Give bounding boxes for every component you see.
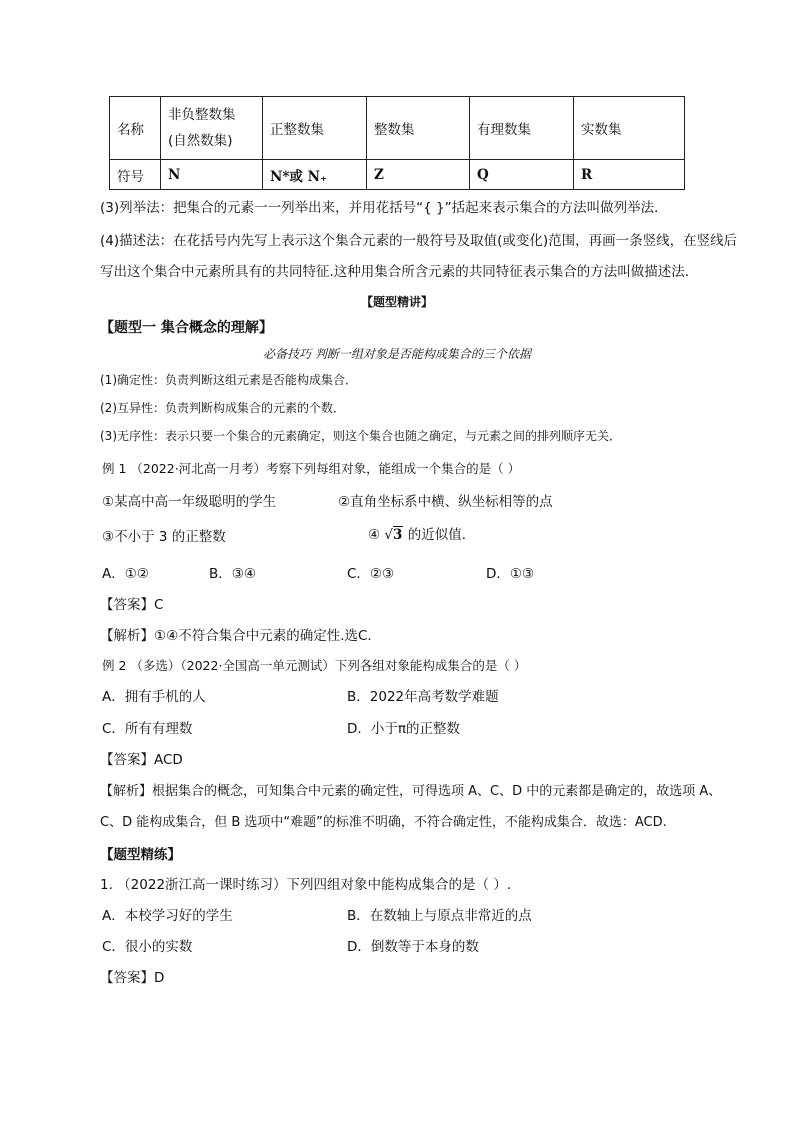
table-cell: N [161, 160, 263, 190]
answer: 【答案】C [100, 597, 164, 613]
skill-item: (2)互异性：负责判断构成集合的元素的个数． [100, 401, 345, 415]
example1-item: ②直角坐标系中横、纵坐标相等的点 [338, 494, 553, 510]
table-cell: Q [470, 160, 574, 190]
option-d: D．倒数等于本身的数 [347, 939, 479, 955]
analysis-line1: 【解析】根据集合的概念，可知集合中元素的确定性，可得选项 A、C、D 中的元素都是确定的，故选项 A、 [100, 784, 722, 799]
item-marker: ④ [368, 527, 381, 543]
analysis: 【解析】①④不符合集合中元素的确定性.选C. [100, 628, 372, 644]
table-cell: 整数集 [367, 97, 470, 160]
table-cell: Z [367, 160, 470, 190]
option-b: B．③④ [209, 566, 256, 582]
table-cell: 名称 [110, 97, 161, 160]
number-sets-table [109, 96, 685, 190]
skill-title: 必备技巧 判断一组对象是否能构成集合的三个依据 [263, 347, 531, 361]
table-cell: 符号 [110, 160, 161, 190]
paragraph-description-line2: 写出这个集合中元素所具有的共同特征.这种用集合所含元素的共同特征表示集合的方法叫做描述法． [100, 264, 699, 280]
item-text: 的近似值． [407, 527, 476, 543]
question1-stem: 1. （2022浙江高一课时练习）下列四组对象中能构成集合的是（ ）. [100, 877, 512, 893]
example1-item: ③不小于 3 的正整数 [102, 529, 226, 545]
table-cell [161, 97, 263, 160]
table-cell-line: 非负整数集 [168, 107, 236, 123]
answer: 【答案】D [100, 970, 165, 986]
table-cell: 有理数集 [470, 97, 574, 160]
example1-item: ①某高中高一年级聪明的学生 [102, 494, 277, 510]
sqrt-expression: √3 [384, 527, 403, 543]
type-title: 【题型一 集合概念的理解】 [100, 320, 273, 336]
example2-stem: 例 2 （多选）（2022·全国高一单元测试）下列各组对象能构成集合的是（ ） [102, 658, 527, 673]
table-cell: 正整数集 [263, 97, 367, 160]
option-d: D．①③ [486, 566, 535, 582]
option-a: A．拥有手机的人 [102, 689, 206, 705]
table-cell: N*或 N₊ [263, 160, 367, 190]
table-cell: 实数集 [574, 97, 685, 160]
answer: 【答案】ACD [100, 752, 183, 768]
table-cell: R [574, 160, 685, 190]
example1-stem: 例 1 （2022·河北高一月考）考察下列每组对象，能组成一个集合的是（ ） [102, 461, 521, 476]
option-c: C．很小的实数 [102, 939, 193, 955]
section-title: 【题型精讲】 [360, 295, 433, 309]
analysis-line2: C、D 能构成集合，但 B 选项中“难题”的标准不明确，不符合确定性，不能构成集合．故选：ACD. [100, 815, 667, 830]
option-b: B．2022年高考数学难题 [347, 689, 499, 705]
option-b: B．在数轴上与原点非常近的点 [347, 908, 532, 924]
paragraph-enumeration: (3)列举法：把集合的元素一一列举出来，并用花括号“{ }”括起来表示集合的方法叫做列举法． [100, 200, 668, 216]
skill-item: (1)确定性：负责判断这组元素是否能构成集合． [100, 373, 357, 387]
example1-item-4 [368, 525, 475, 545]
table-row-symbols [110, 160, 685, 190]
option-a: A．①② [102, 566, 149, 582]
option-c: C．所有有理数 [102, 721, 193, 737]
paragraph-description-line1: (4)描述法：在花括号内先写上表示这个集合元素的一般符号及取值(或变化)范围，再画一条竖线，在竖线后 [100, 233, 738, 249]
table-row-names [110, 97, 685, 160]
practice-title: 【题型精练】 [100, 847, 181, 863]
option-a: A．本校学习好的学生 [102, 908, 233, 924]
table-cell-line: (自然数集) [168, 133, 233, 149]
option-d: D．小于π的正整数 [347, 721, 461, 737]
radicand: 3 [393, 527, 403, 543]
skill-item: (3)无序性：表示只要一个集合的元素确定，则这个集合也随之确定，与元素之间的排列顺序无关． [100, 429, 622, 443]
option-c: C．②③ [347, 566, 395, 582]
